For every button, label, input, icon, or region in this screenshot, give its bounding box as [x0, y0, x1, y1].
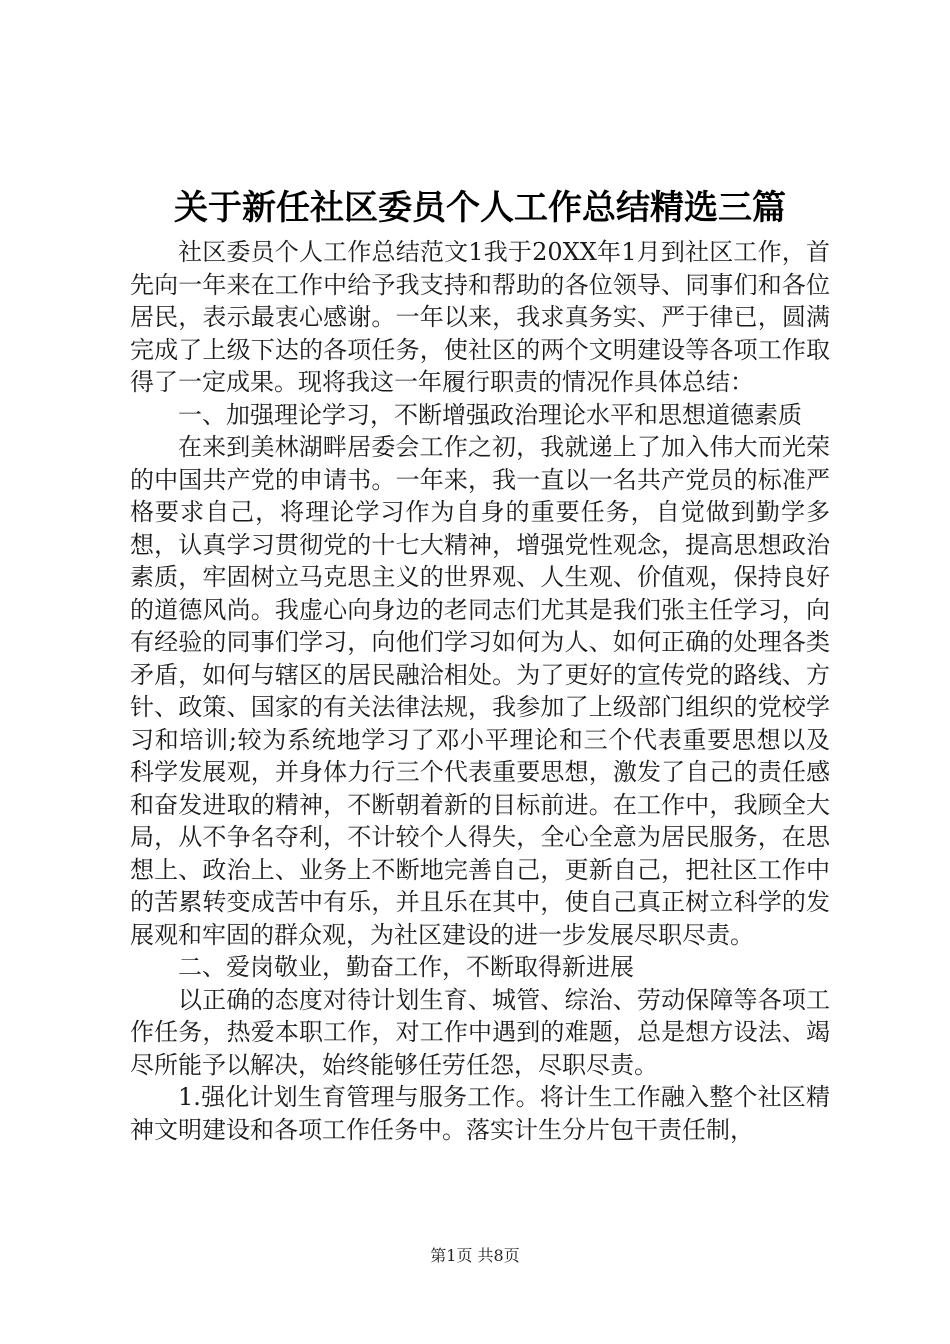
page-number: 第1页 共8页	[430, 1246, 520, 1265]
paragraph: 1.强化计划生育管理与服务工作。将计生工作融入整个社区精神文明建设和各项工作任务中。落实计生分片包干责任制，	[130, 1083, 830, 1144]
paragraph: 以正确的态度对待计划生育、城管、综治、劳动保障等各项工作任务，热爱本职工作，对工作中遇到的难题，总是想方设法、竭尽所能予以解决，始终能够任劳任怨，尽职尽责。	[130, 985, 830, 1079]
section-heading: 一、加强理论学习，不断增强政治理论水平和思想道德素质	[178, 400, 802, 429]
section-heading: 二、爱岗敬业，勤奋工作，不断取得新进展	[178, 953, 634, 981]
paragraph: 在来到美林湖畔居委会工作之初，我就递上了加入伟大而光荣的中国共产党的申请书。一年来，我一直以一名共产党员的标准严格要求自己，将理论学习作为自身的重要任务，自觉做到勤学多想，认真学习贯彻党的十七大精神，增强党性观念，提高思想政治素质，牢固树立马克思主义的世界观、人生观、价值观，保持良好的道德风尚。我虚心向身边的老同志们尤其是我们张主任学习，向有经验的同事们学习，向他们学习如何为人、如何正确的处理各类矛盾，如何与辖区的居民融洽相处。为了更好的宣传党的路线、方针、政策、国家的有关法律法规，我参加了上级部门组织的党校学习和培训;较为系统地学习了邓小平理论和三个代表重要思想以及科学发展观，并身体力行三个代表重要思想，激发了自己的责任感和奋发进取的精神，不断朝着新的目标前进。在工作中，我顾全大局，从不争名夺利，不计较个人得失，全心全意为居民服务，在思想上、政治上、业务上不断地完善自己，更新自己，把社区工作中的苦累转变成苦中有乐，并且乐在其中，使自己真正树立科学的发展观和牢固的群众观，为社区建设的进一步发展尽职尽责。	[130, 433, 830, 949]
document-title: 关于新任社区委员个人工作总结精选三篇	[174, 188, 786, 228]
paragraph: 社区委员个人工作总结范文1我于20XX年1月到社区工作，首先向一年来在工作中给予我支持和帮助的各位领导、同事们和各位居民，表示最衷心感谢。一年以来，我求真务实、严于律已，圆满完成了上级下达的各项任务，使社区的两个文明建设等各项工作取得了一定成果。现将我这一年履行职责的情况作具体总结：	[130, 238, 830, 396]
document-body	[130, 236, 830, 1146]
